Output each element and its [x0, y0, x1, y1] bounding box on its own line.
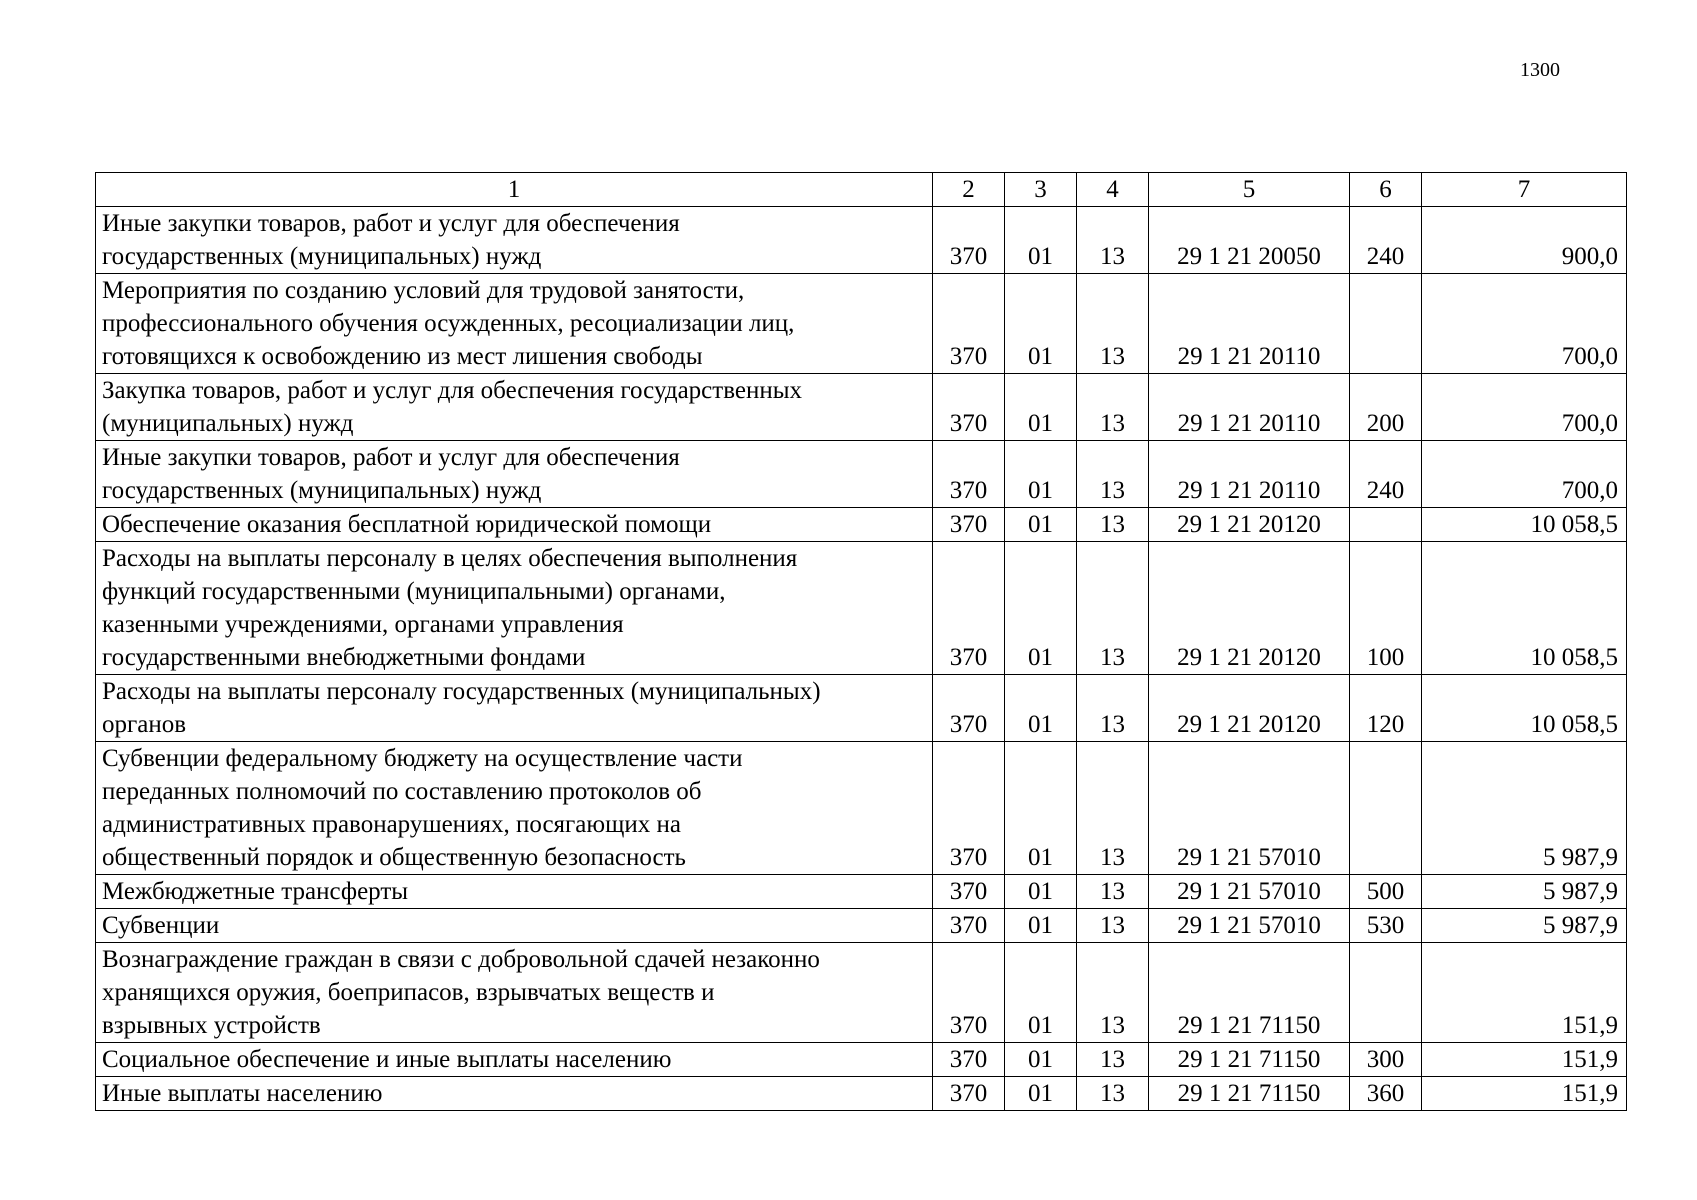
- amount-cell: 10 058,5: [1422, 675, 1627, 742]
- section-code-cell: 01: [1005, 875, 1077, 909]
- section-code-cell: 01: [1005, 943, 1077, 1043]
- target-article-cell: 29 1 21 71150: [1149, 943, 1350, 1043]
- target-article-cell: 29 1 21 57010: [1149, 909, 1350, 943]
- table-row: [96, 943, 1627, 1043]
- row-name-line: Обеспечение оказания бесплатной юридической помощи: [102, 511, 712, 538]
- amount-cell: 151,9: [1422, 943, 1627, 1043]
- row-name-cell: [96, 441, 933, 508]
- admin-code-cell: 370: [933, 374, 1005, 441]
- section-code-cell: 01: [1005, 542, 1077, 675]
- row-name-cell: [96, 207, 933, 274]
- subsection-code-cell: 13: [1077, 742, 1149, 875]
- amount-cell: 700,0: [1422, 441, 1627, 508]
- row-name-line: органов: [102, 711, 187, 738]
- target-article-cell: 29 1 21 57010: [1149, 742, 1350, 875]
- target-article-cell: 29 1 21 20110: [1149, 374, 1350, 441]
- row-name-line: общественный порядок и общественную безопасность: [102, 844, 686, 871]
- target-article-cell: 29 1 21 20120: [1149, 675, 1350, 742]
- admin-code-cell: 370: [933, 441, 1005, 508]
- row-name-cell: [96, 374, 933, 441]
- amount-cell: 700,0: [1422, 274, 1627, 374]
- row-name-line: профессионального обучения осужденных, ресоциализации лиц,: [102, 310, 795, 337]
- expense-type-cell: 300: [1350, 1043, 1422, 1077]
- row-name-cell: [96, 1077, 933, 1111]
- expense-type-cell: 120: [1350, 675, 1422, 742]
- row-name-line: Расходы на выплаты персоналу в целях обеспечения выполнения: [102, 545, 798, 572]
- table-header-row: [96, 173, 1627, 207]
- target-article-cell: 29 1 21 20120: [1149, 508, 1350, 542]
- table-row: [96, 1043, 1627, 1077]
- row-name-line: функций государственными (муниципальными) органами,: [102, 578, 726, 605]
- section-code-cell: 01: [1005, 742, 1077, 875]
- row-name-cell: [96, 274, 933, 374]
- target-article-cell: 29 1 21 71150: [1149, 1043, 1350, 1077]
- amount-cell: 5 987,9: [1422, 875, 1627, 909]
- row-name-line: Иные закупки товаров, работ и услуг для обеспечения: [102, 210, 680, 237]
- row-name-cell: [96, 1043, 933, 1077]
- row-name-line: государственными внебюджетными фондами: [102, 644, 586, 671]
- row-name-line: Межбюджетные трансферты: [102, 878, 409, 905]
- section-code-cell: 01: [1005, 441, 1077, 508]
- admin-code-cell: 370: [933, 542, 1005, 675]
- row-name-cell: [96, 542, 933, 675]
- section-code-cell: 01: [1005, 508, 1077, 542]
- column-header-1: 1: [96, 173, 933, 207]
- row-name-cell: [96, 508, 933, 542]
- table-body: [96, 207, 1627, 1111]
- amount-cell: 5 987,9: [1422, 909, 1627, 943]
- expense-type-cell: [1350, 274, 1422, 374]
- admin-code-cell: 370: [933, 909, 1005, 943]
- subsection-code-cell: 13: [1077, 1043, 1149, 1077]
- amount-cell: 10 058,5: [1422, 542, 1627, 675]
- row-name-line: хранящихся оружия, боеприпасов, взрывчатых веществ и: [102, 979, 715, 1006]
- subsection-code-cell: 13: [1077, 909, 1149, 943]
- column-header-2: 2: [933, 173, 1005, 207]
- table-row: [96, 909, 1627, 943]
- table-row: [96, 542, 1627, 675]
- table-row: [96, 207, 1627, 274]
- target-article-cell: 29 1 21 57010: [1149, 875, 1350, 909]
- amount-cell: 900,0: [1422, 207, 1627, 274]
- expense-type-cell: [1350, 508, 1422, 542]
- row-name-cell: [96, 943, 933, 1043]
- amount-cell: 151,9: [1422, 1077, 1627, 1111]
- target-article-cell: 29 1 21 20050: [1149, 207, 1350, 274]
- row-name-line: Мероприятия по созданию условий для трудовой занятости,: [102, 277, 745, 304]
- subsection-code-cell: 13: [1077, 675, 1149, 742]
- amount-cell: 700,0: [1422, 374, 1627, 441]
- admin-code-cell: 370: [933, 675, 1005, 742]
- table-row: [96, 508, 1627, 542]
- subsection-code-cell: 13: [1077, 875, 1149, 909]
- table-row: [96, 441, 1627, 508]
- row-name-cell: [96, 875, 933, 909]
- row-name-line: взрывных устройств: [102, 1012, 321, 1039]
- row-name-line: Социальное обеспечение и иные выплаты населению: [102, 1046, 672, 1073]
- row-name-line: переданных полномочий по составлению протоколов об: [102, 778, 702, 805]
- row-name-cell: [96, 675, 933, 742]
- row-name-line: Субвенции федеральному бюджету на осуществление части: [102, 745, 743, 772]
- expense-type-cell: [1350, 742, 1422, 875]
- row-name-cell: [96, 909, 933, 943]
- admin-code-cell: 370: [933, 508, 1005, 542]
- row-name-line: государственных (муниципальных) нужд: [102, 243, 542, 270]
- expense-type-cell: [1350, 943, 1422, 1043]
- table-row: [96, 374, 1627, 441]
- table-row: [96, 875, 1627, 909]
- table-row: [96, 742, 1627, 875]
- subsection-code-cell: 13: [1077, 943, 1149, 1043]
- row-name-line: административных правонарушениях, посягающих на: [102, 811, 681, 838]
- column-header-6: 6: [1350, 173, 1422, 207]
- section-code-cell: 01: [1005, 207, 1077, 274]
- row-name-line: Иные закупки товаров, работ и услуг для обеспечения: [102, 444, 680, 471]
- target-article-cell: 29 1 21 71150: [1149, 1077, 1350, 1111]
- expense-type-cell: 200: [1350, 374, 1422, 441]
- amount-cell: 10 058,5: [1422, 508, 1627, 542]
- expense-type-cell: 240: [1350, 441, 1422, 508]
- admin-code-cell: 370: [933, 1043, 1005, 1077]
- column-header-4: 4: [1077, 173, 1149, 207]
- target-article-cell: 29 1 21 20120: [1149, 542, 1350, 675]
- section-code-cell: 01: [1005, 374, 1077, 441]
- subsection-code-cell: 13: [1077, 274, 1149, 374]
- subsection-code-cell: 13: [1077, 374, 1149, 441]
- row-name-line: Расходы на выплаты персоналу государственных (муниципальных): [102, 678, 821, 705]
- admin-code-cell: 370: [933, 742, 1005, 875]
- admin-code-cell: 370: [933, 274, 1005, 374]
- section-code-cell: 01: [1005, 1043, 1077, 1077]
- column-header-3: 3: [1005, 173, 1077, 207]
- row-name-line: Иные выплаты населению: [102, 1080, 383, 1107]
- target-article-cell: 29 1 21 20110: [1149, 274, 1350, 374]
- section-code-cell: 01: [1005, 909, 1077, 943]
- section-code-cell: 01: [1005, 274, 1077, 374]
- expense-type-cell: 360: [1350, 1077, 1422, 1111]
- expense-type-cell: 500: [1350, 875, 1422, 909]
- page-number: 1300: [1520, 59, 1560, 81]
- row-name-line: готовящихся к освобождению из мест лишения свободы: [102, 343, 703, 370]
- table-row: [96, 274, 1627, 374]
- admin-code-cell: 370: [933, 875, 1005, 909]
- expense-type-cell: 100: [1350, 542, 1422, 675]
- amount-cell: 151,9: [1422, 1043, 1627, 1077]
- row-name-line: Субвенции: [102, 912, 220, 939]
- section-code-cell: 01: [1005, 675, 1077, 742]
- row-name-line: Вознаграждение граждан в связи с добровольной сдачей незаконно: [102, 946, 820, 973]
- subsection-code-cell: 13: [1077, 441, 1149, 508]
- row-name-cell: [96, 742, 933, 875]
- expense-type-cell: 530: [1350, 909, 1422, 943]
- row-name-line: (муниципальных) нужд: [102, 410, 354, 437]
- admin-code-cell: 370: [933, 207, 1005, 274]
- admin-code-cell: 370: [933, 943, 1005, 1043]
- subsection-code-cell: 13: [1077, 542, 1149, 675]
- row-name-line: казенными учреждениями, органами управления: [102, 611, 624, 638]
- column-header-7: 7: [1422, 173, 1627, 207]
- subsection-code-cell: 13: [1077, 508, 1149, 542]
- target-article-cell: 29 1 21 20110: [1149, 441, 1350, 508]
- table-row: [96, 1077, 1627, 1111]
- table-row: [96, 675, 1627, 742]
- budget-table: [95, 172, 1627, 1111]
- subsection-code-cell: 13: [1077, 207, 1149, 274]
- admin-code-cell: 370: [933, 1077, 1005, 1111]
- column-header-5: 5: [1149, 173, 1350, 207]
- subsection-code-cell: 13: [1077, 1077, 1149, 1111]
- section-code-cell: 01: [1005, 1077, 1077, 1111]
- row-name-line: Закупка товаров, работ и услуг для обеспечения государственных: [102, 377, 803, 404]
- expense-type-cell: 240: [1350, 207, 1422, 274]
- row-name-line: государственных (муниципальных) нужд: [102, 477, 542, 504]
- amount-cell: 5 987,9: [1422, 742, 1627, 875]
